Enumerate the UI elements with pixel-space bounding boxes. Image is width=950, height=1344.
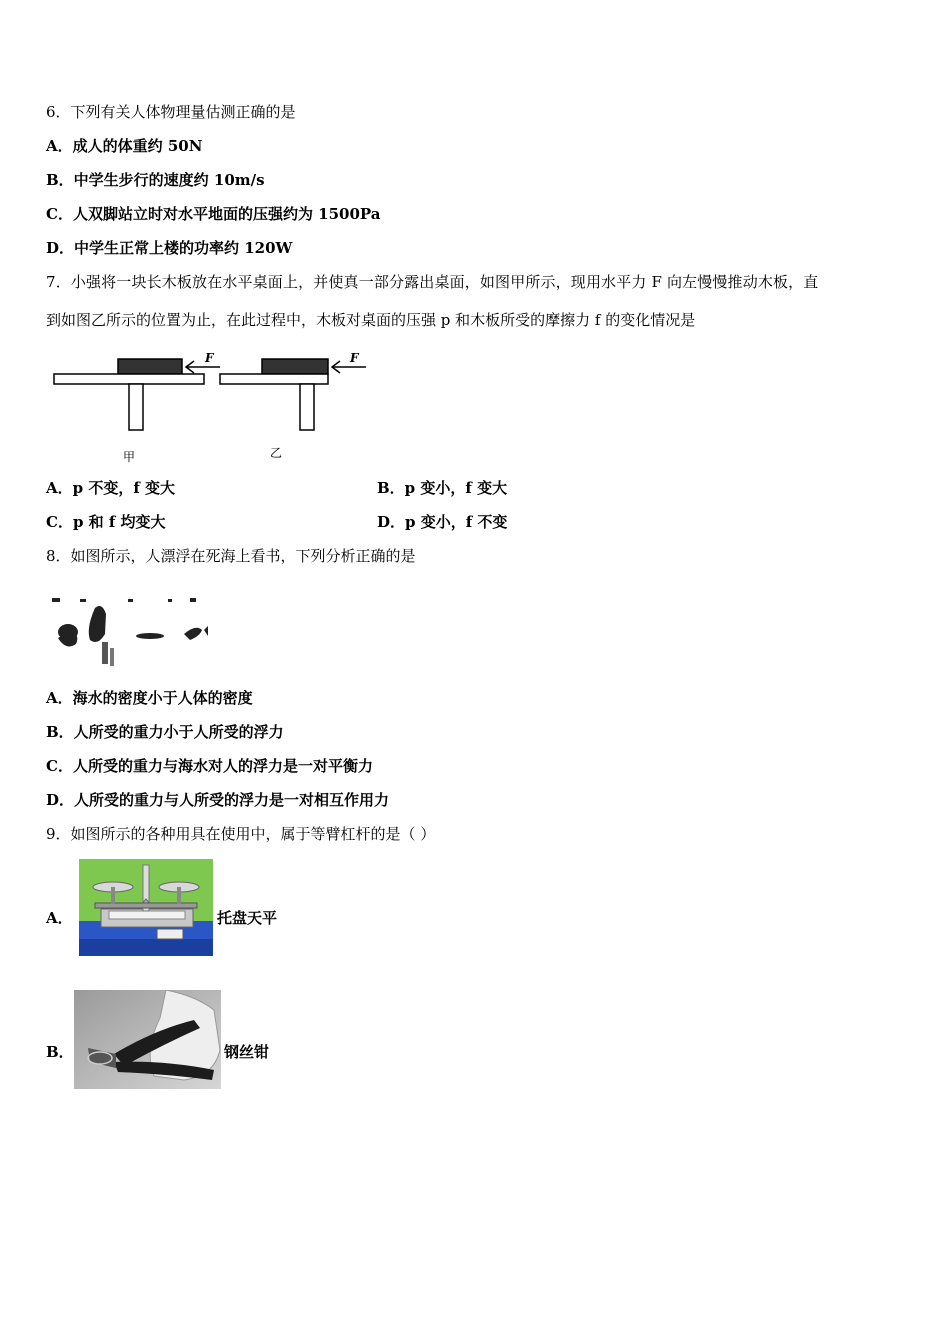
q7-fig-label-yi: 乙 xyxy=(270,446,283,460)
q8-option-c: C．人所受的重力与海水对人的浮力是一对平衡力 xyxy=(46,757,373,775)
q9-option-a-letter: A． xyxy=(46,909,73,927)
q7-fig-label-jia: 甲 xyxy=(123,450,136,464)
q9-option-b-text: 钢丝钳 xyxy=(224,1043,270,1061)
board-yi xyxy=(262,359,328,374)
q7-force-label-yi: F xyxy=(350,351,359,365)
board-jia xyxy=(118,359,182,374)
wire-pliers-image xyxy=(74,990,221,1089)
q7-force-label-jia: F xyxy=(205,351,214,365)
q8-stem: 8．如图所示，人漂浮在死海上看书，下列分析正确的是 xyxy=(46,547,416,565)
table-leg-yi xyxy=(300,384,314,430)
q6-stem: 6．下列有关人体物理量估测正确的是 xyxy=(46,103,296,121)
q6-option-a: A．成人的体重约 50N xyxy=(46,137,203,155)
q8-option-b: B．人所受的重力小于人所受的浮力 xyxy=(46,723,284,741)
q9-option-a-text: 托盘天平 xyxy=(217,909,278,927)
q9-stem: 9．如图所示的各种用具在使用中，属于等臂杠杆的是（ ） xyxy=(46,825,436,843)
q6-option-c: C．人双脚站立时对水平地面的压强约为 1500Pa xyxy=(46,205,381,223)
q7-option-a: A．p 不变，f 变大 xyxy=(46,479,176,497)
dead-sea-floating-photo xyxy=(50,596,210,672)
table-top-yi xyxy=(220,374,328,384)
q8-option-d: D．人所受的重力与人所受的浮力是一对相互作用力 xyxy=(46,791,390,809)
table-top-jia xyxy=(54,374,204,384)
q7-stem-line1: 7．小强将一块长木板放在水平桌面上，并使真一部分露出桌面，如图甲所示，现用水平力 F 向左慢慢推动木板，直 xyxy=(46,273,819,291)
q8-option-a: A．海水的密度小于人体的密度 xyxy=(46,689,253,707)
q7-option-b: B．p 变小，f 变大 xyxy=(377,479,508,497)
q6-option-b: B．中学生步行的速度约 10m/s xyxy=(46,171,265,189)
q7-option-c: C．p 和 f 均变大 xyxy=(46,513,166,531)
q6-option-d: D．中学生正常上楼的功率约 120W xyxy=(46,239,293,257)
table-leg-jia xyxy=(129,384,143,430)
q7-option-d: D．p 变小，f 不变 xyxy=(377,513,508,531)
q9-option-b-letter: B． xyxy=(46,1043,74,1061)
balance-scale-image xyxy=(79,859,213,956)
q7-stem-line2: 到如图乙所示的位置为止，在此过程中，木板对桌面的压强 p 和木板所受的摩擦力 f 的变化情况是 xyxy=(46,311,696,329)
